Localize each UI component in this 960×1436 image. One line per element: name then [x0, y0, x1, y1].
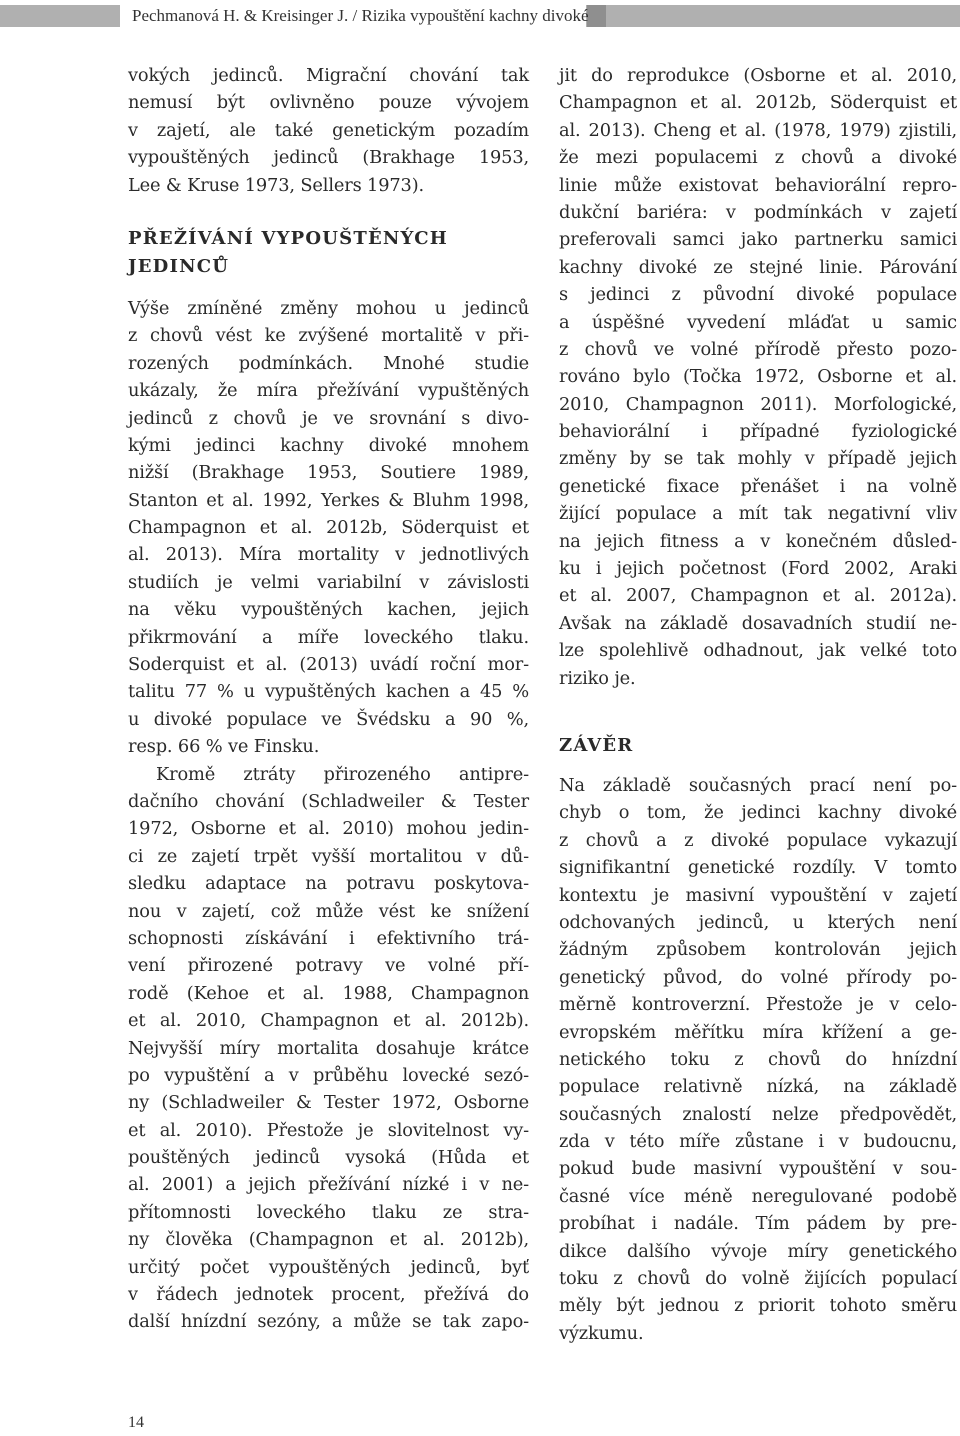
text-line: lze spolehlivě odhadnout, jak velké toto	[559, 640, 957, 662]
text-line: jit do reprodukce (Osborne et al. 2010,	[559, 65, 957, 86]
text-line: nemusí být ovlivněno pouze vývojem	[128, 92, 529, 114]
text-line: dukční bariéra: v podmínkách v zajetí	[559, 201, 957, 223]
text-line: linie může existovat behaviorální repro-	[559, 174, 957, 196]
text-line: genetické fixace přenášet i na volně	[559, 475, 957, 497]
text-line: Lee & Kruse 1973, Sellers 1973).	[128, 174, 424, 196]
text-line: sledku adaptace na potravu poskytova-	[128, 873, 529, 895]
text-line: zda v této míře zůstane i v budoucnu,	[559, 1131, 957, 1153]
text-line: dikce dalšího vývoje míry genetického	[559, 1240, 957, 1262]
survival-paragraph-1	[128, 295, 529, 761]
text-line: přítomnosti loveckého tlaku ze stra-	[128, 1201, 529, 1223]
intro-paragraph	[128, 62, 529, 199]
text-line: netického toku z chovů do hnízdní	[559, 1048, 957, 1070]
text-line: současných znalostí nelze předpovědět,	[559, 1103, 957, 1125]
heading-line: JEDINCŮ	[128, 255, 230, 277]
text-line: určitý počet vypouštěných jedinců, byť	[128, 1256, 529, 1278]
text-line: riziko je.	[559, 667, 636, 689]
text-line: výzkumu.	[559, 1322, 644, 1344]
text-line: v řádech jednotek procent, přežívá do	[128, 1284, 529, 1306]
text-line: z chovů vést ke zvýšené mortalitě v při-	[128, 325, 529, 347]
header-bar-left	[0, 5, 120, 27]
running-header	[0, 0, 960, 34]
text-line: dačního chování (Schladweiler & Tester	[128, 790, 529, 812]
text-line: Avšak na základě dosavadních studií ne-	[559, 612, 957, 634]
text-line: chyb o tom, že jedinci kachny divoké	[559, 802, 957, 824]
text-line: et al. 2007, Champagnon et al. 2012a).	[559, 585, 957, 607]
text-line: z chovů ve volné přírodě přesto pozo-	[559, 338, 957, 360]
conclusion-paragraph	[559, 772, 957, 1347]
text-line: vypouštěných jedinců (Brakhage 1953,	[128, 147, 529, 169]
text-line: měly být jednou z priorit tohoto směru	[559, 1295, 957, 1317]
text-line: kontextu je masivní vypouštění v zajetí	[559, 884, 957, 906]
text-line: pokud bude masivní vypouštění v sou-	[559, 1158, 957, 1180]
text-line: a úspěšné vyvedení mláďat u samic	[559, 311, 957, 333]
text-line: přikrmování a míře loveckého tlaku.	[128, 626, 529, 648]
page-number: 14	[128, 1414, 144, 1431]
text-line: kachny divoké ze stejné linie. Párování	[559, 256, 957, 278]
text-line: žádným způsobem kontrolován jejich	[559, 939, 957, 961]
text-line: et al. 2010, Champagnon et al. 2012b).	[128, 1010, 529, 1032]
text-line: 1972, Osborne et al. 2010) mohou jedin-	[128, 818, 529, 840]
text-line: odchovaných jedinců, u kterých není	[559, 911, 957, 933]
text-line: rozených podmínkách. Mnohé studie	[128, 352, 529, 374]
text-line: preferovali samci jako partnerku samici	[559, 229, 957, 251]
text-line: al. 2013). Cheng et al. (1978, 1979) zjistili,	[559, 119, 957, 141]
text-line: změny by se tak mohly v případě jejich	[559, 448, 957, 470]
text-line: 2010, Champagnon 2011). Morfologické,	[559, 393, 957, 415]
right-column	[559, 62, 957, 1347]
text-line: ukázaly, že míra přežívání vypuštěných	[128, 380, 529, 402]
text-line: ku i jejich početnost (Ford 2002, Araki	[559, 558, 957, 580]
text-line: ci ze zajetí trpět vyšší mortalitou v dů-	[128, 845, 529, 867]
text-line: další hnízdní sezóny, a může se tak zapo-	[128, 1311, 529, 1333]
text-line: evropském měřítku míra křížení a ge-	[559, 1021, 957, 1043]
text-line: ny člověka (Champagnon et al. 2012b),	[128, 1229, 529, 1251]
text-line: Výše zmíněné změny mohou u jedinců	[128, 297, 529, 319]
text-line: měrně kontroverzní. Přestože je v celo-	[559, 994, 957, 1016]
text-line: vokých jedinců. Migrační chování tak	[128, 65, 529, 86]
text-line: al. 2001) a jejich přežívání nízké i v ne-	[128, 1174, 529, 1196]
header-square-marker	[587, 5, 606, 27]
text-line: z chovů a z divoké populace vykazují	[559, 829, 957, 851]
text-line: studiích je velmi variabilní v závislosti	[128, 571, 529, 593]
text-line: al. 2013). Míra mortality v jednotlivých	[128, 544, 529, 566]
text-line: že mezi populacemi z chovů a divoké	[559, 147, 957, 169]
text-line: Na základě současných prací není po-	[559, 774, 957, 796]
text-line: Stanton et al. 1992, Yerkes & Bluhm 1998,	[128, 489, 529, 511]
text-line: Soderquist et al. (2013) uvádí roční mor-	[128, 654, 529, 676]
text-line: populace relativně nízká, na základě	[559, 1076, 957, 1098]
text-line: Champagnon et al. 2012b, Söderquist et	[559, 92, 957, 114]
text-line: rováno bylo (Točka 1972, Osborne et al.	[559, 366, 957, 388]
text-line: ny (Schladweiler & Tester 1972, Osborne	[128, 1092, 529, 1114]
text-line: s jedinci z původní divoké populace	[559, 284, 957, 306]
text-line: po vypuštění a v průběhu lovecké sezó-	[128, 1064, 529, 1086]
text-line: signifikantní genetické rozdíly. V tomto	[559, 857, 957, 879]
text-line: na věku vypouštěných kachen, jejich	[128, 599, 529, 621]
section-heading-survival	[128, 225, 529, 281]
reproduction-paragraph	[559, 62, 957, 692]
text-line: pouštěných jedinců vysoká (Hůda et	[128, 1147, 529, 1169]
survival-paragraph-2	[128, 761, 529, 1336]
text-line: genetický původ, do volné přírody po-	[559, 966, 957, 988]
text-line: jedinců z chovů je ve srovnání s divo-	[128, 407, 529, 429]
text-line: žijící populace a mít tak negativní vliv	[559, 503, 957, 525]
text-line: behaviorální i případné fyziologické	[559, 421, 957, 443]
text-line: vení přirozené potravy ve volné pří-	[128, 955, 529, 977]
text-line: probíhat i nadále. Tím pádem by pre-	[559, 1213, 957, 1235]
left-column	[128, 62, 529, 1336]
text-line: časné více méně neregulované podobě	[559, 1185, 957, 1207]
text-line: kými jedinci kachny divoké mnohem	[128, 434, 529, 456]
text-line: Champagnon et al. 2012b, Söderquist et	[128, 517, 529, 539]
text-line: nižší (Brakhage 1953, Soutiere 1989,	[128, 462, 529, 484]
header-bar-right	[586, 5, 960, 27]
text-line: u divoké populace ve Švédsku a 90 %,	[128, 708, 529, 730]
text-line: nou v zajetí, což může vést ke snížení	[128, 900, 529, 922]
running-title: Pechmanová H. & Kreisinger J. / Rizika vypouštění kachny divoké	[132, 6, 589, 25]
text-line: Nejvyšší míry mortalita dosahuje krátce	[128, 1037, 529, 1059]
heading-line: PŘEŽÍVÁNÍ VYPOUŠTĚNÝCH	[128, 227, 449, 249]
text-line: na jejich fitness a v konečném důsled-	[559, 530, 957, 552]
text-line: et al. 2010). Přestože je slovitelnost vy-	[128, 1119, 529, 1141]
text-line: v zajetí, ale také genetickým pozadím	[128, 119, 529, 141]
text-line: schopnosti získávání i efektivního trá-	[128, 927, 529, 949]
text-line: rodě (Kehoe et al. 1988, Champagnon	[128, 982, 529, 1004]
section-heading-conclusion: ZÁVĚR	[559, 734, 634, 756]
text-line: toku z chovů do volně žijících populací	[559, 1268, 957, 1290]
text-line: Kromě ztráty přirozeného antipre-	[156, 763, 529, 785]
text-line: resp. 66 % ve Finsku.	[128, 736, 320, 758]
text-line: talitu 77 % u vypuštěných kachen a 45 %	[128, 681, 529, 703]
